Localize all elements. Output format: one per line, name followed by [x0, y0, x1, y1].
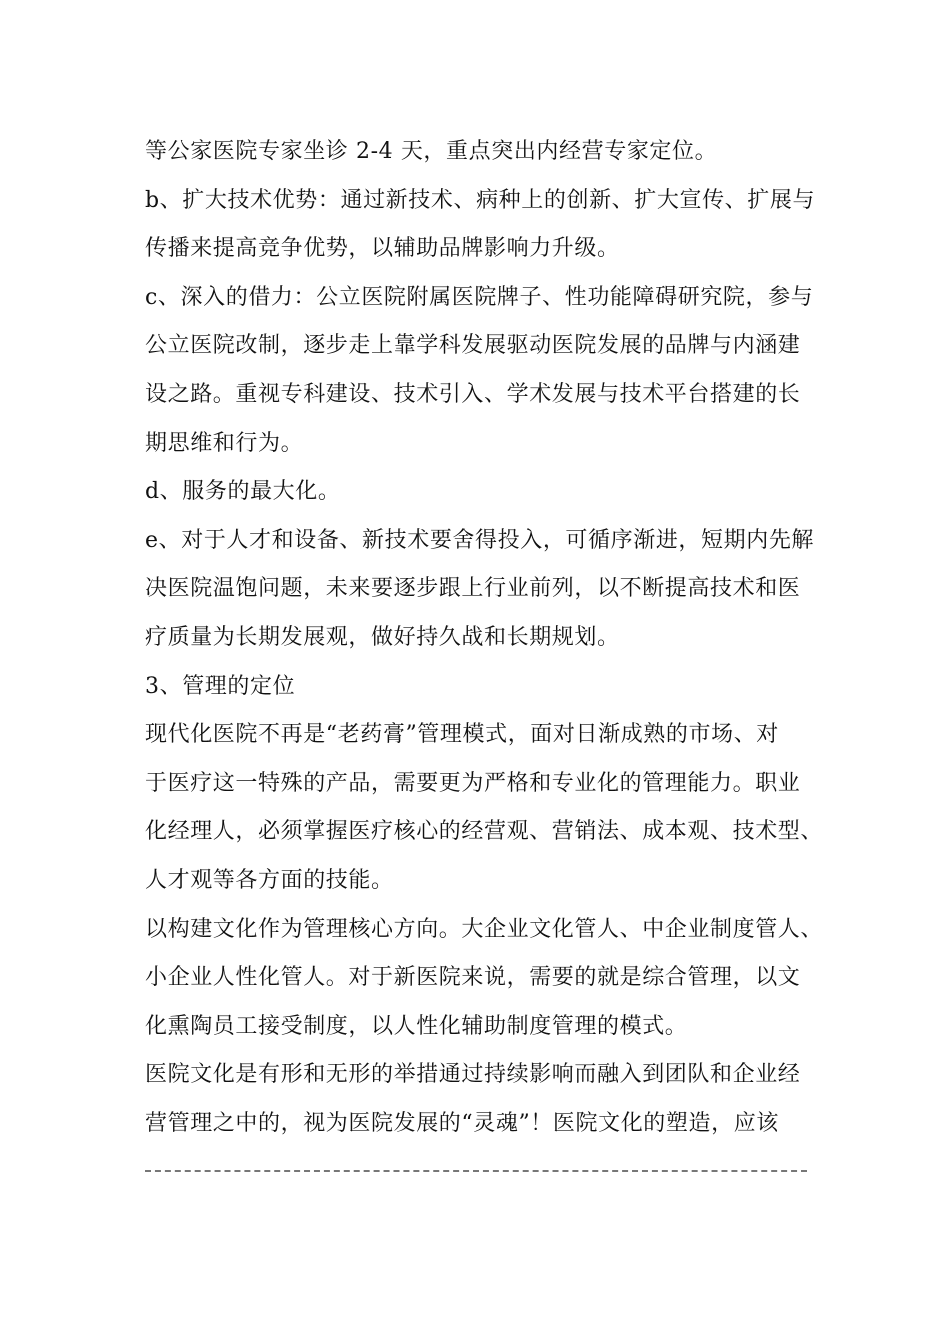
text-line: 人才观等各方面的技能。	[145, 867, 394, 893]
text-line: 现代化医院不再是“老药膏”管理模式，面对日渐成熟的市场、对	[145, 722, 779, 748]
text-line: 化经理人，必须掌握医疗核心的经营观、营销法、成本观、技术型、	[145, 819, 824, 845]
text-line: 传播来提高竞争优势，以辅助品牌影响力升级。	[145, 236, 620, 262]
text-line: 疗质量为长期发展观，做好持久战和长期规划。	[145, 624, 620, 650]
dashed-divider	[145, 1170, 807, 1172]
document-body	[145, 128, 835, 1148]
text-line: d、服务的最大化。	[145, 479, 341, 505]
text-line: e、对于人才和设备、新技术要舍得投入，可循序渐进，短期内先解	[145, 527, 815, 553]
text-line: c、深入的借力：公立医院附属医院牌子、性功能障碍研究院，参与	[145, 284, 814, 310]
text-line: b、扩大技术优势：通过新技术、病种上的创新、扩大宣传、扩展与	[145, 187, 816, 213]
section-heading: 3、管理的定位	[145, 673, 296, 699]
text-line: 化熏陶员工接受制度，以人性化辅助制度管理的模式。	[145, 1013, 688, 1039]
text-line: 小企业人性化管人。对于新医院来说，需要的就是综合管理，以文	[145, 965, 801, 991]
text-line: 公立医院改制，逐步走上靠学科发展驱动医院发展的品牌与内涵建	[145, 333, 801, 359]
text-line: 等公家医院专家坐诊 2-4 天，重点突出内经营专家定位。	[145, 139, 718, 164]
text-line: 于医疗这一特殊的产品，需要更为严格和专业化的管理能力。职业	[145, 770, 801, 796]
text-line: 医院文化是有形和无形的举措通过持续影响而融入到团队和企业经	[145, 1062, 801, 1088]
text-line: 设之路。重视专科建设、技术引入、学术发展与技术平台搭建的长	[145, 381, 801, 407]
text-line: 决医院温饱问题，未来要逐步跟上行业前列，以不断提高技术和医	[145, 576, 801, 602]
text-line: 营管理之中的，视为医院发展的“灵魂”！医院文化的塑造，应该	[145, 1110, 779, 1136]
text-line: 以构建文化作为管理核心方向。大企业文化管人、中企业制度管人、	[145, 916, 824, 942]
text-line: 期思维和行为。	[145, 430, 304, 456]
